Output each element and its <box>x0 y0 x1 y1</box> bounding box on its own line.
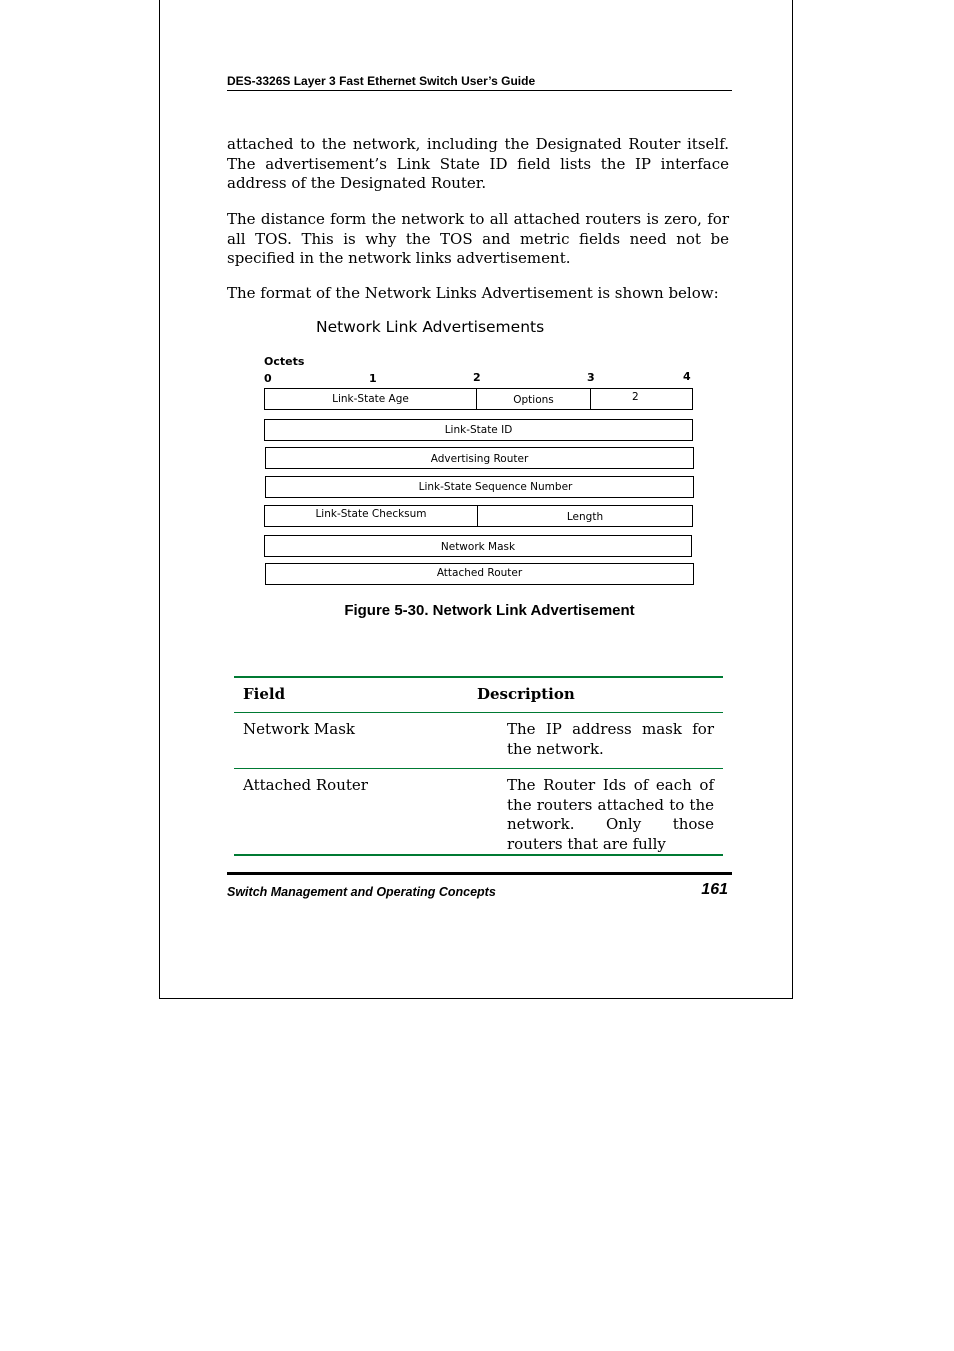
table-cell-description: The Router Ids of each of the routers attached to the network. Only those routers that are fully <box>507 776 714 853</box>
field-description-table <box>234 676 723 856</box>
table-row <box>234 769 723 854</box>
field-link-state-checksum: Link-State Checksum <box>315 507 427 520</box>
running-header: DES-3326S Layer 3 Fast Ethernet Switch User’s Guide <box>227 74 732 91</box>
diagram-row-attached-router <box>265 563 694 585</box>
diagram-row-sequence-number <box>265 476 694 498</box>
octet-number-0: 0 <box>264 372 272 385</box>
figure-caption: Figure 5-30. Network Link Advertisement <box>344 602 635 619</box>
footer-section-title: Switch Management and Operating Concepts <box>227 885 496 899</box>
octet-number-3: 3 <box>587 371 595 384</box>
table-header-description: Description <box>477 685 575 703</box>
diagram-row-checksum-length <box>264 505 693 527</box>
table-cell-field: Attached Router <box>243 776 368 794</box>
diagram-row-advertising-router <box>265 447 694 469</box>
field-length: Length <box>477 506 692 526</box>
table-row <box>234 713 723 769</box>
page-footer <box>227 872 732 899</box>
field-type: 2 <box>590 389 692 409</box>
octet-number-1: 1 <box>369 372 377 385</box>
table-cell-field: Network Mask <box>243 720 356 738</box>
body-paragraph-2: The distance form the network to all attached routers is zero, for all TOS. This is why the TOS and metric fields need not be specified in the network links advertisement. <box>227 210 729 267</box>
octets-label: Octets <box>264 355 305 368</box>
diagram-row-network-mask <box>264 535 692 557</box>
table-header-field: Field <box>243 685 286 703</box>
field-link-state-age: Link-State Age <box>332 393 409 405</box>
page-number: 161 <box>701 881 728 898</box>
octet-number-4: 4 <box>683 370 691 383</box>
field-link-state-id: Link-State ID <box>444 424 513 436</box>
field-attached-router: Attached Router <box>436 567 523 579</box>
field-network-mask: Network Mask <box>440 540 516 553</box>
diagram-row-link-state-id <box>264 419 693 441</box>
field-sequence-number: Link-State Sequence Number <box>418 481 573 493</box>
body-paragraph-3: The format of the Network Links Advertisement is shown below: <box>227 284 719 302</box>
diagram-title: Network Link Advertisements <box>316 318 545 336</box>
table-cell-description: The IP address mask for the network. <box>507 720 714 758</box>
field-options: Options <box>476 389 590 409</box>
table-header-row <box>234 678 723 713</box>
body-paragraph-1: attached to the network, including the Designated Router itself. The advertisement’s Link State ID field lists the IP interface address of the Designated Router. <box>227 135 729 192</box>
field-advertising-router: Advertising Router <box>430 452 529 465</box>
diagram-row-link-state-age <box>264 388 693 410</box>
octet-number-2: 2 <box>473 371 481 384</box>
